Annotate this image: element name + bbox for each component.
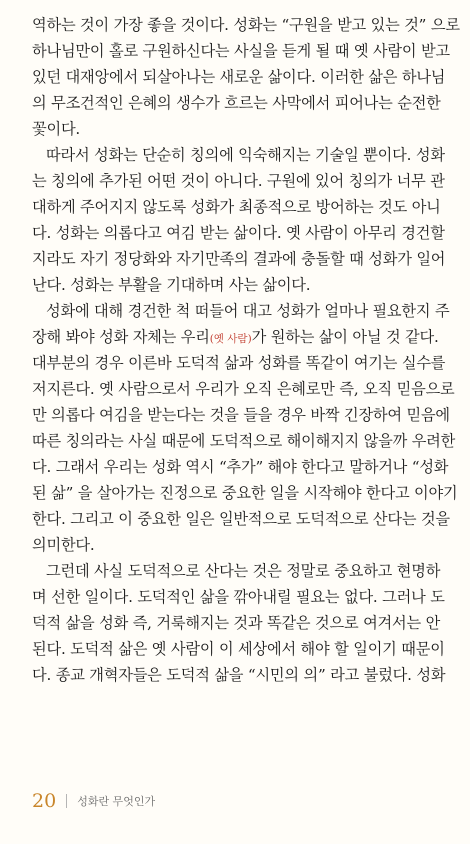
text-line	[32, 324, 438, 350]
running-title: 성화란 무엇인가	[77, 795, 156, 808]
text-line: 만 의롭다 여김을 받는다는 것을 들을 경우 바짝 긴장하여 믿음에	[32, 406, 450, 424]
text-line: 는 칭의에 추가된 어떤 것이 아니다. 구원에 있어 칭의가 너무 관	[32, 172, 445, 190]
text-line: 의 무조건적인 은혜의 생수가 흐르는 사막에서 피어나는 순전한	[32, 94, 441, 112]
text-line: 저지른다. 옛 사람으로서 우리가 오직 은혜로만 즉, 오직 믿음으로	[32, 380, 455, 398]
text-line: 대하게 주어지지 않도록 성화가 최종적으로 방어하는 것도 아니	[32, 198, 441, 216]
text-line: 역하는 것이 가장 좋을 것이다. 성화는 “구원을 받고 있는 것” 으로	[32, 16, 460, 34]
text-line: 다. 성화는 의롭다고 여김 받는 삶이다. 옛 사람이 아무리 경건할	[32, 224, 445, 242]
text-line: 한다. 그리고 이 중요한 일은 일반적으로 도덕적으로 산다는 것을	[32, 510, 450, 528]
text-line: 다. 그래서 우리는 성화 역시 “추가” 해야 한다고 말하거나 “성화	[32, 458, 449, 476]
text-line: 며 선한 일이다. 도덕적인 삶을 깎아내릴 필요는 없다. 그러나 도	[32, 588, 445, 606]
inline-annotation: (옛 사람)	[209, 333, 252, 345]
text-line: 대부분의 경우 이른바 도덕적 삶과 성화를 똑같이 여기는 실수를	[32, 354, 446, 372]
text-line: 다. 종교 개혁자들은 도덕적 삶을 “시민의 의” 라고 불렀다. 성화	[32, 666, 446, 684]
text-line: 따라서 성화는 단순히 칭의에 익숙해지는 기술일 뿐이다. 성화	[46, 146, 445, 164]
text-line: 성화에 대해 경건한 척 떠들어 대고 성화가 얼마나 필요한지 주	[46, 302, 450, 320]
text-line: 된 삶” 을 살아가는 진정으로 중요한 일을 시작해야 한다고 이야기	[32, 484, 458, 502]
text-segment: 장해 봐야 성화 자체는 우리	[32, 328, 210, 346]
text-line: 있던 대재앙에서 되살아나는 새로운 삶이다. 이러한 삶은 하나님	[32, 68, 446, 86]
text-line: 난다. 성화는 부활을 기대하며 사는 삶이다.	[32, 276, 311, 294]
text-line: 된다. 도덕적 삶은 옛 사람이 이 세상에서 해야 할 일이기 때문이	[32, 640, 445, 658]
text-line: 지라도 자기 정당화와 자기만족의 결과에 충돌할 때 성화가 일어	[32, 250, 446, 268]
text-line: 따른 칭의라는 사실 때문에 도덕적으로 해이해지지 않을까 우려한	[32, 432, 456, 450]
page-number: 20	[32, 790, 57, 812]
text-line: 꽃이다.	[32, 120, 81, 138]
footer-divider	[66, 794, 67, 808]
page-footer	[32, 786, 155, 816]
text-line: 의미한다.	[32, 536, 95, 554]
text-line: 그런데 사실 도덕적으로 산다는 것은 정말로 중요하고 현명하	[46, 562, 441, 580]
text-segment: 가 원하는 삶이 아닐 것 같다.	[251, 328, 439, 346]
text-line: 덕적 삶을 성화 즉, 거룩해지는 것과 똑같은 것으로 여겨서는 안	[32, 614, 441, 632]
text-line: 하나님만이 홀로 구원하신다는 사실을 듣게 될 때 옛 사람이 받고	[32, 42, 450, 60]
body-text	[32, 12, 460, 688]
